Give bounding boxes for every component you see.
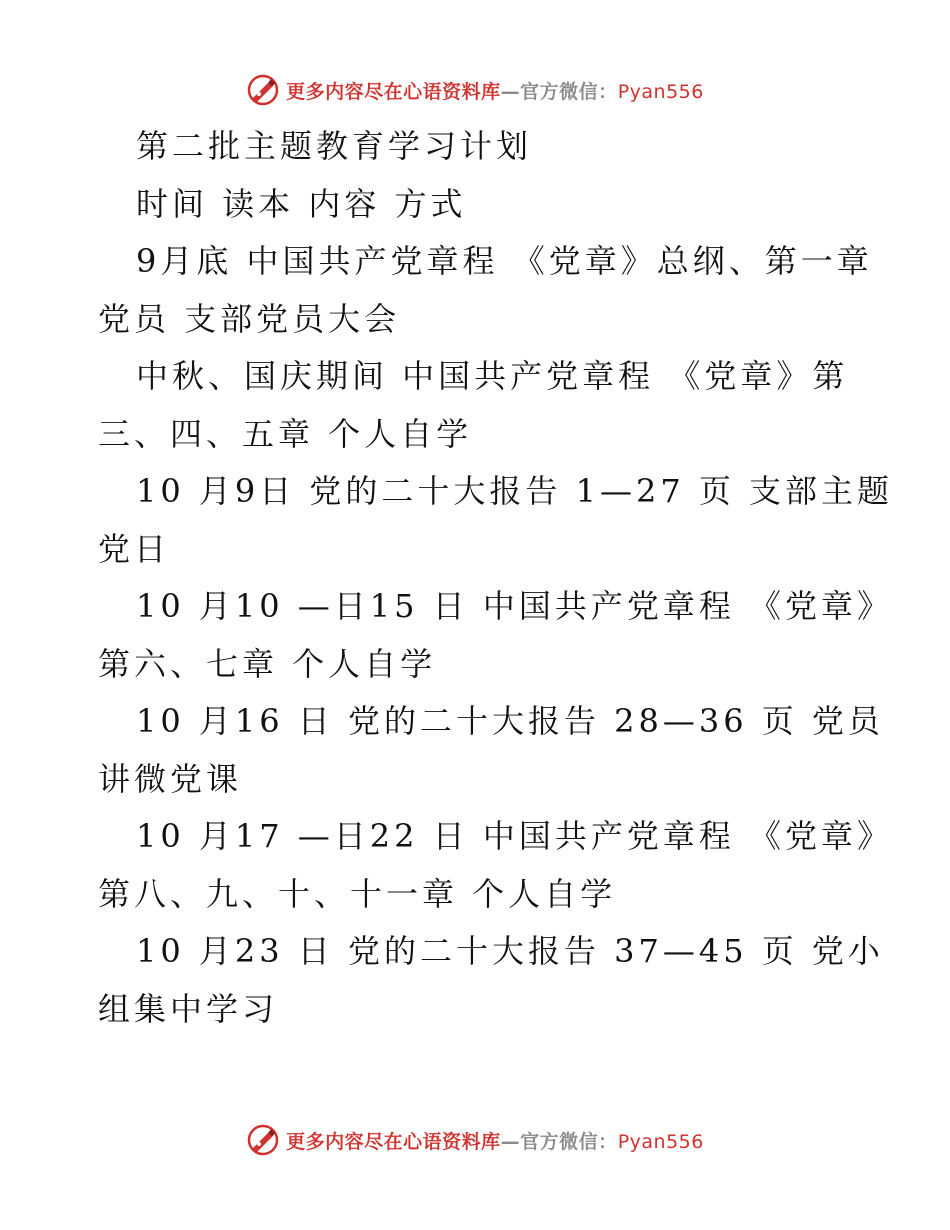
schedule-line: 第六、七章 个人自学: [98, 644, 437, 683]
watermark-separator: —: [500, 80, 521, 103]
pen-logo-icon: [246, 1123, 280, 1157]
header-watermark: [0, 70, 950, 110]
document-body: [98, 118, 894, 1038]
schedule-line: 10 月23 日 党的二十大报告 37—45 页 党小: [136, 932, 884, 970]
schedule-line: 三、四、五章 个人自学: [98, 414, 473, 453]
schedule-line: 党员 支部党员大会: [98, 299, 401, 338]
schedule-line: 10 月16 日 党的二十大报告 28—36 页 党员: [136, 702, 884, 740]
schedule-line: 中秋、国庆期间 中国共产党章程 《党章》第: [136, 357, 849, 395]
schedule-line: 10 月10 —日15 日 中国共产党章程 《党章》: [136, 587, 894, 625]
schedule-line: 组集中学习: [98, 989, 279, 1028]
schedule-line: 讲微党课: [98, 759, 243, 798]
watermark-wechat-id: Pyan556: [617, 1130, 704, 1153]
watermark-wechat-label: 官方微信：: [520, 1130, 618, 1153]
watermark-brand-text: 更多内容尽在心语资料库: [286, 80, 501, 103]
schedule-line: 第八、九、十、十一章 个人自学: [98, 874, 617, 913]
pen-logo-icon: [246, 73, 280, 107]
schedule-line: 10 月17 —日22 日 中国共产党章程 《党章》: [136, 817, 894, 855]
watermark-group: [246, 1123, 704, 1157]
watermark-wechat-id: Pyan556: [617, 80, 704, 103]
watermark-group: [246, 73, 704, 107]
footer-watermark: [0, 1120, 950, 1160]
schedule-line: 9月底 中国共产党章程 《党章》总纲、第一章: [136, 242, 873, 280]
schedule-line: 党日: [98, 529, 171, 568]
document-title: 第二批主题教育学习计划: [136, 127, 533, 165]
watermark-separator: —: [500, 1130, 521, 1153]
schedule-line: 10 月9日 党的二十大报告 1—27 页 支部主题: [136, 472, 894, 510]
table-header-line: 时间 读本 内容 方式: [136, 184, 467, 223]
watermark-brand-text: 更多内容尽在心语资料库: [286, 1130, 501, 1153]
watermark-wechat-label: 官方微信：: [520, 80, 618, 103]
